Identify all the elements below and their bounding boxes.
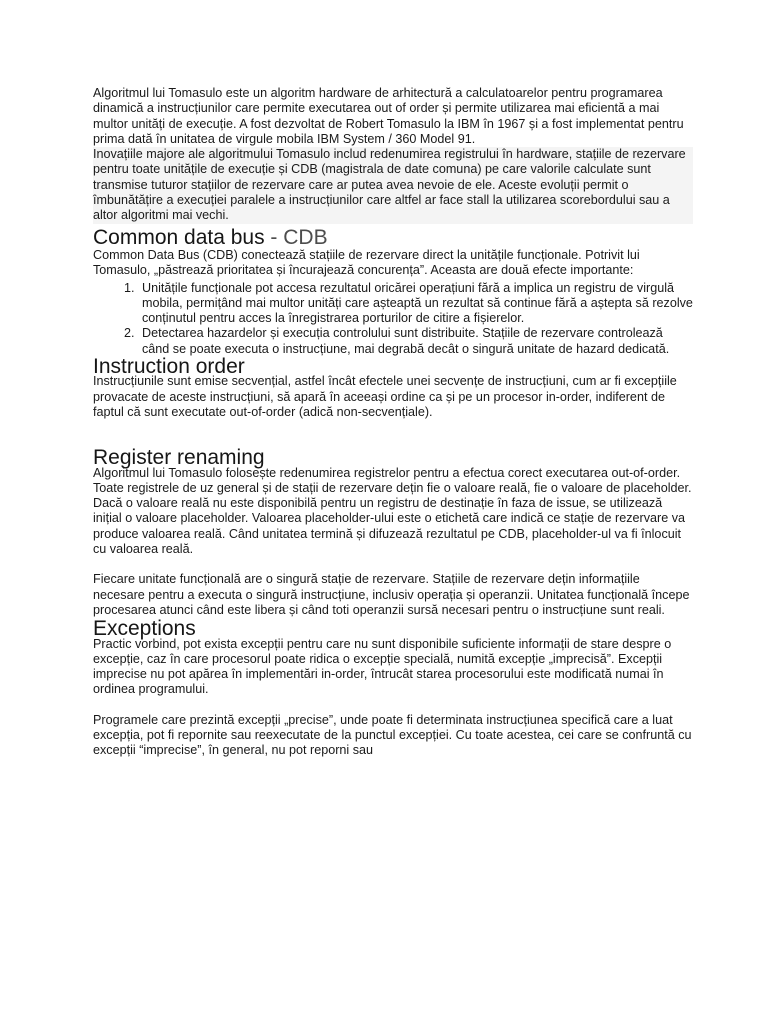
section-heading-instruction-order: Instruction order (93, 355, 245, 379)
exceptions-paragraph-1: Practic vorbind, pot exista excepții pentru care nu sunt disponibile suficiente informații de stare despre o excepție, caz în care procesorul poate ridica o excepție specială, numită excepție „imprecisă”. Excepții imprecise nu pot apărea în implementări in-order, întrucât starea procesorului este modificată numai în ordinea programului. (93, 636, 672, 697)
section-heading-exceptions: Exceptions (93, 617, 196, 641)
cdb-heading-main: Common data bus (93, 225, 265, 249)
document-page (93, 86, 693, 759)
spacer (93, 698, 693, 713)
list-item: 2. Detectarea hazardelor și execuția controlului sunt distribuite. Stațiile de rezervare controlează când se poate executa o instrucțiune, mai degrabă decât o singură unitate de hazard dedicată. (138, 326, 693, 357)
list-item: 1. Unitățile funcționale pot accesa rezultatul oricărei operațiuni fără a implica un registru de virgulă mobila, permițând mai multor unități care așteaptă un rezultat să continue fără a aștepta să rezolve conținutul pentru acces la înregistrarea porturilor de citire a fișierelor. (138, 281, 693, 327)
section-heading-register-renaming: Register renaming (93, 446, 265, 470)
instruction-order-paragraph: Instrucțiunile sunt emise secvențial, astfel încât efectele unei secvențe de instrucțiuni, cum ar fi excepțiile provacate de aceste instrucțiuni, să apară în aceeași ordine ca și pe un procesor in-order, indiferent de faptul că sunt executate out-of-order (adică non-secvențiale). (93, 374, 677, 419)
cdb-paragraph: Common Data Bus (CDB) conectează stațiile de rezervare direct la unitățile funcționale. Potrivit lui Tomasulo, „păstrează prioritatea și încurajează concurența”. Aceasta are două efecte importante: (93, 247, 640, 278)
exceptions-paragraph-2: Programele care prezintă excepții „precise”, unde poate fi determinata instrucțiunea specifică care a luat excepția, pot fi repornite sau reexecutate de la punctul excepției. Cu toate acestea, cei care se confruntă cu excepții “imprecise”, în general, nu pot reporni sau (93, 712, 692, 758)
cdb-heading-suffix: - CDB (264, 225, 328, 249)
register-renaming-paragraph-2: Fiecare unitate funcțională are o singură stație de rezervare. Stațiile de rezervare dețin informațiile necesare pentru a executa o singură instrucțiune, inclusiv operația și operanzii. Unitatea funcțională începe procesarea atunci când este libera și când toti operanzii sursă necesari pentru o instrucțiune sunt reali. (93, 572, 690, 617)
cdb-effects-list (93, 281, 693, 357)
spacer (93, 557, 693, 572)
intro-paragraph-2: Inovațiile majore ale algoritmului Tomasulo includ redenumirea registrului în hardware, stațiile de rezervare pentru toate unitățile de execuție și CDB (magistrala de date comuna) pe care valorile calculate sunt transmise tuturor stațiilor de rezervare care ar putea avea nevoie de ele. Aceste evoluții permit o îmbunătățire a execuției paralele a instrucțiunilor care altfel ar face stall la utilizarea scorebordului sau a altor algoritmi mai vechi. (93, 147, 693, 223)
intro-paragraph-1: Algoritmul lui Tomasulo este un algoritm hardware de arhitectură a calculatoarelor pentru programarea dinamică a instrucțiunilor care permite executarea out of order și permite utilizarea mai eficientă a mai multor unități de execuție. A fost dezvoltat de Robert Tomasulo la IBM în 1967 și a fost implementat pentru prima dată în unitatea de virgule mobila IBM System / 360 Model 91. (93, 86, 684, 146)
register-renaming-paragraph-1: Algoritmul lui Tomasulo folosește redenumirea registrelor pentru a efectua corect executarea out-of-order. Toate registrele de uz general și de stații de rezervare dețin fie o valoare reală, fie o valoare de placeholder. Dacă o valoare reală nu este disponibilă pentru un registru de destinație în faza de issue, se utilizează inițial o valoare placeholder. Valoarea placeholder-ului este o etichetă care indică ce stație de rezervare va produce valoarea reală. Când unitatea termină și difuzează rezultatul pe CDB, placeholder-ul va fi înlocuit cu valoarea reală. (93, 465, 692, 557)
section-heading-cdb (93, 225, 693, 249)
